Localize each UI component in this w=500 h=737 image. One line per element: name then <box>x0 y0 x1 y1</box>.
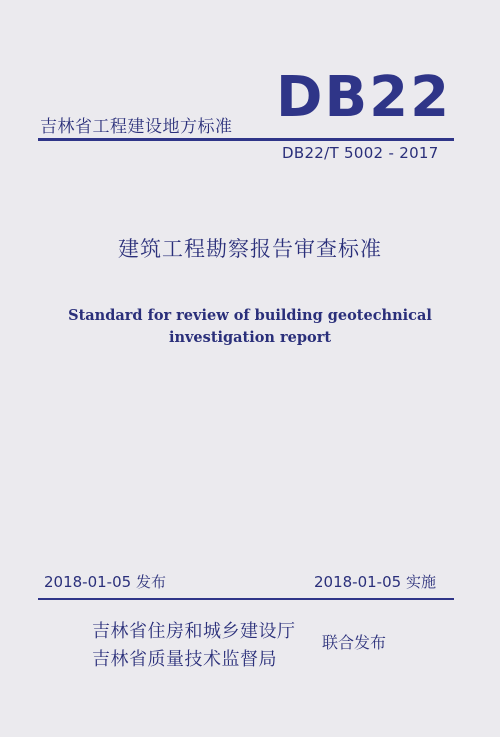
title-chinese: 建筑工程勘察报告审查标准 <box>118 237 382 261</box>
issuer-quality-bureau: 吉林省质量技术监督局 <box>92 649 277 670</box>
standard-category: 吉林省工程建设地方标准 <box>40 117 233 137</box>
title-english <box>0 305 500 349</box>
implementation-date: 2018-01-05 实施 <box>314 573 436 591</box>
title-english-line-1: Standard for review of building geotechnical <box>68 307 432 324</box>
issue-date: 2018-01-05 发布 <box>44 573 166 591</box>
title-english-line-2: investigation report <box>168 329 332 346</box>
bottom-divider <box>38 598 454 600</box>
joint-release-label: 联合发布 <box>322 633 387 652</box>
standard-number: DB22/T 5002 - 2017 <box>282 144 439 162</box>
db-logo-mark: DB22 <box>276 65 452 130</box>
issuing-authorities <box>92 618 296 674</box>
issuer-housing-department: 吉林省住房和城乡建设厅 <box>92 621 296 642</box>
top-divider <box>38 138 454 141</box>
